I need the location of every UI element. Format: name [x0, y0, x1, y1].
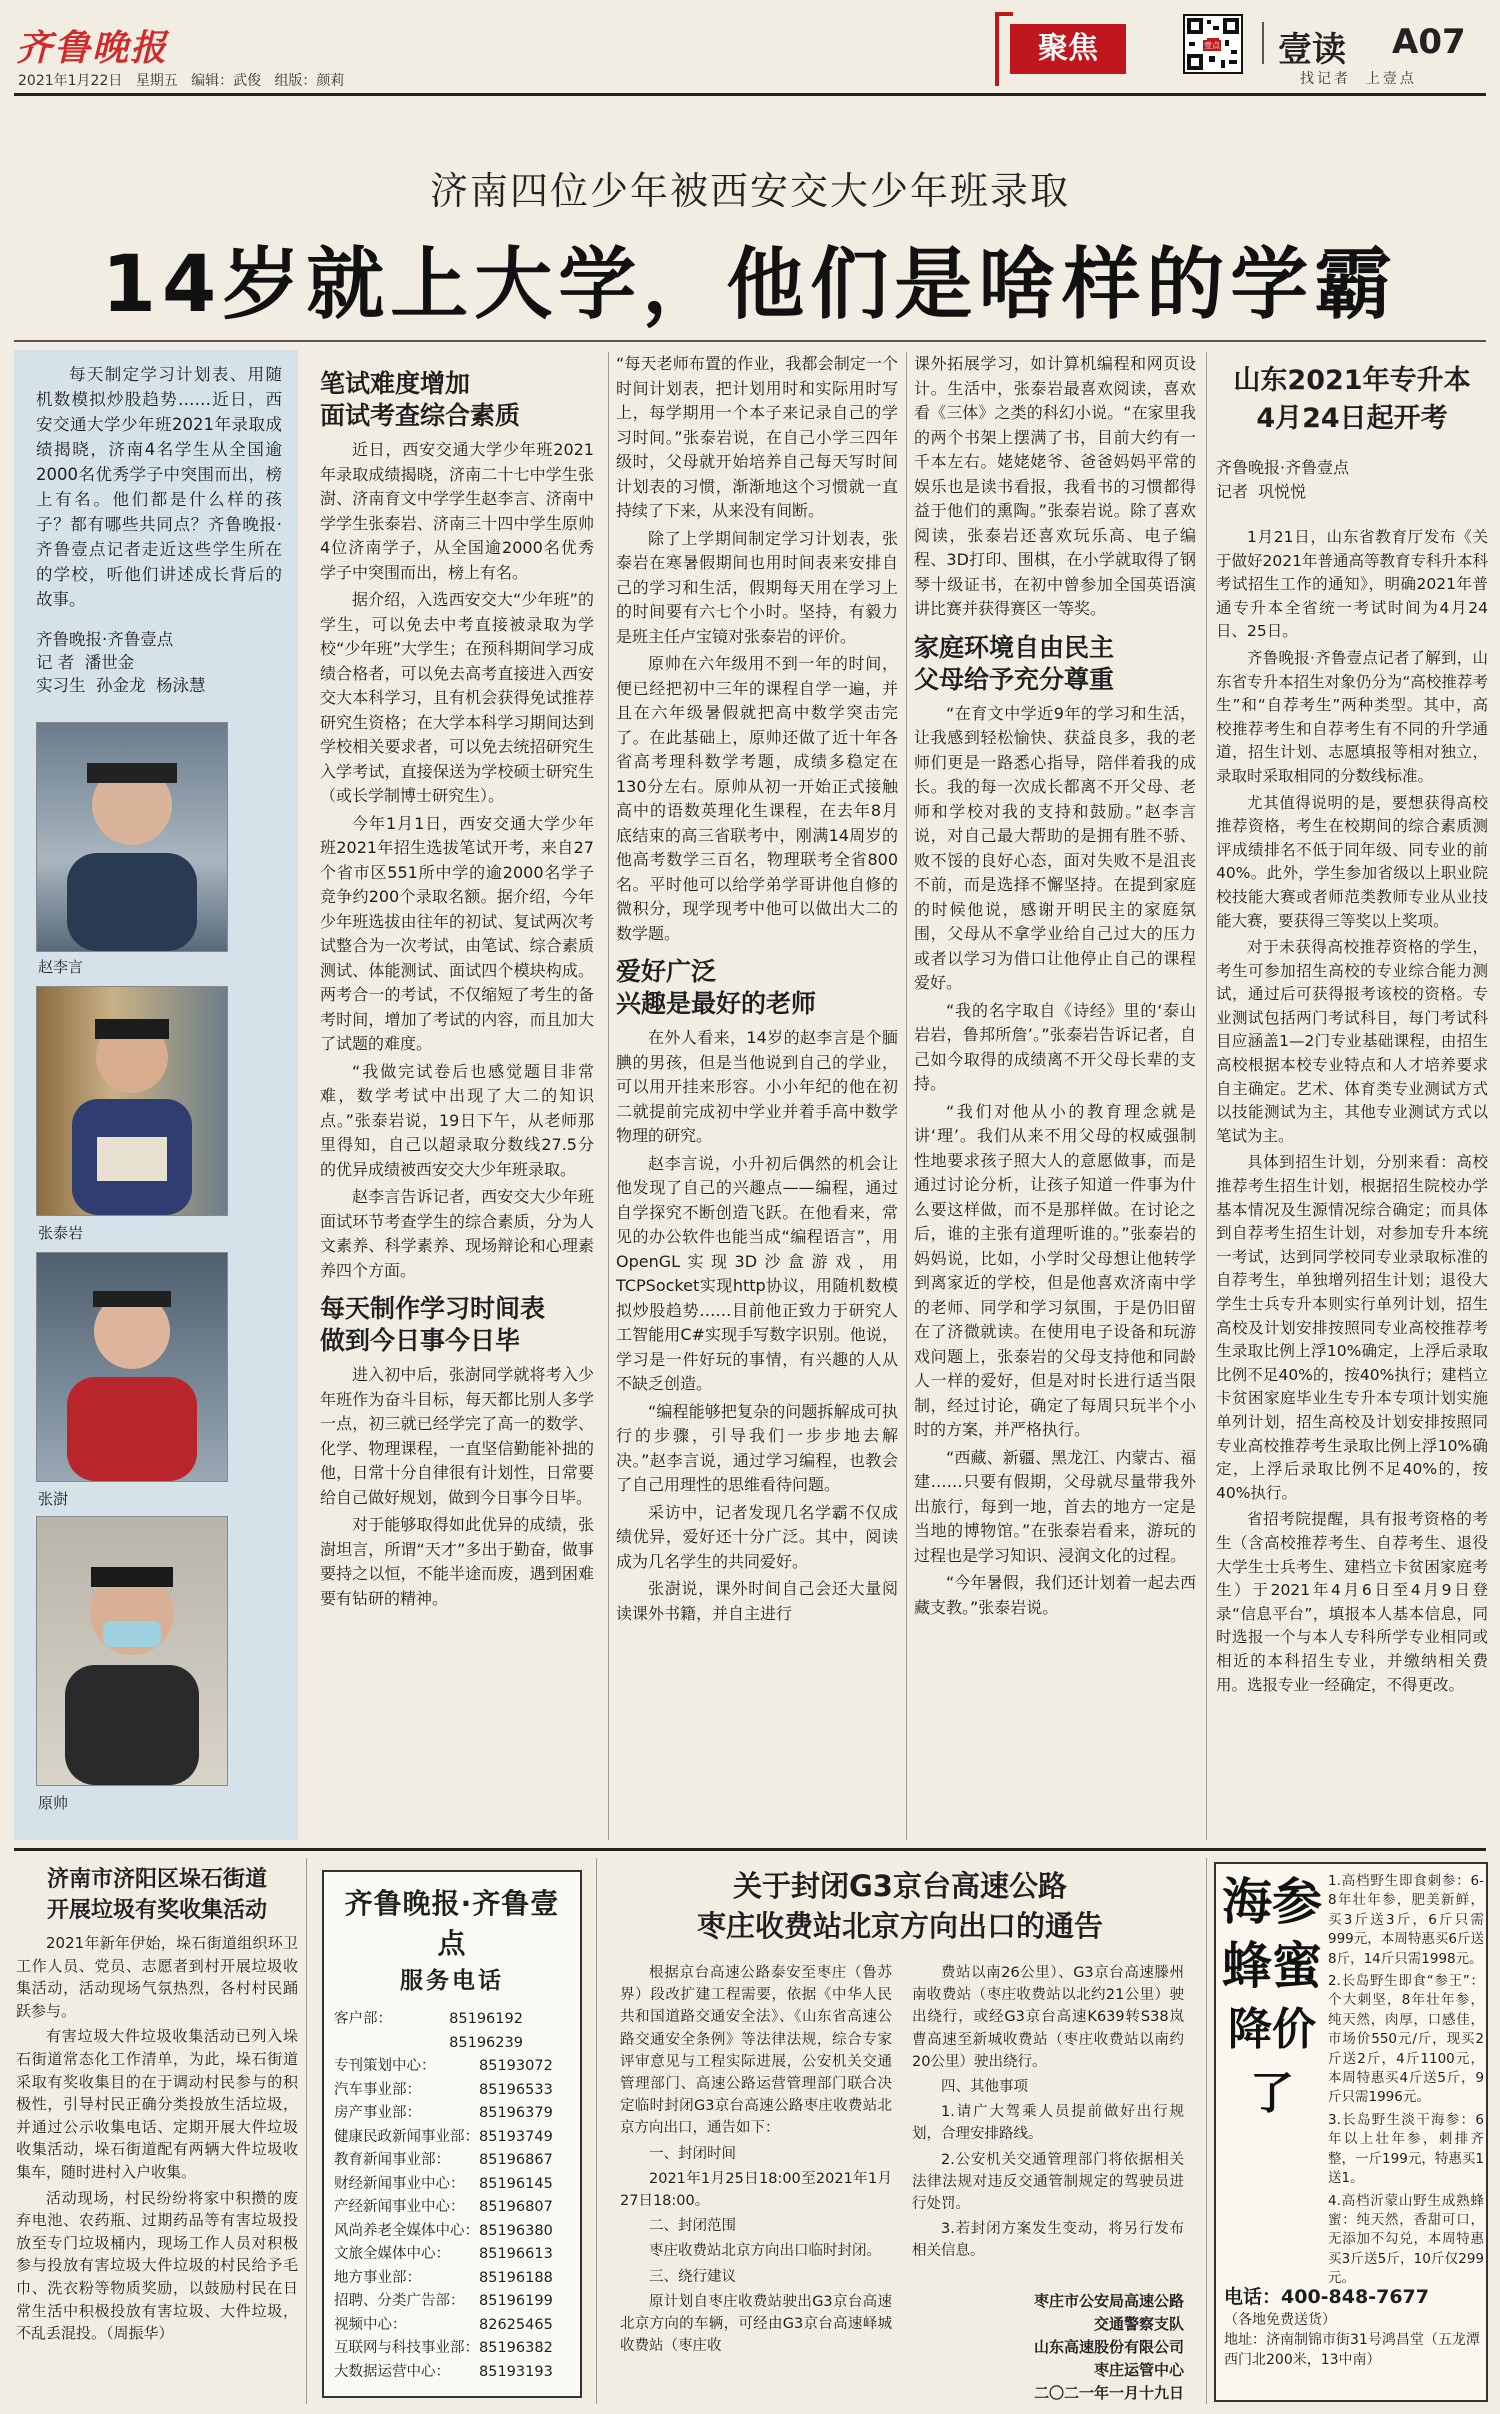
jiyang-paragraph: 2021年新年伊始，垛石街道组织环卫工作人员、党员、志愿者到村开展垃圾收集活动，活动现场气氛热烈，各村村民踊跃参与。 — [16, 1934, 298, 2020]
masthead-divider — [1262, 22, 1264, 64]
side-news-headline-line: 山东2021年专升本 — [1233, 365, 1471, 396]
service-row — [334, 2079, 570, 2103]
paragraph: 课外拓展学习，如计算机编程和网页设计。生活中，张泰岩最喜欢阅读，喜欢看《三体》之类的科幻小说。“在家里我的两个书架上摆满了书，目前大约有一千本左右。姥姥姥爷、爸爸妈妈平常的娱乐也是读书看报，我看书的习惯都得益于他们的熏陶。”张泰岩说。除了喜欢阅读，张泰岩还喜欢玩乐高、电子编程、3D打印、围棋，在小学就取得了钢琴十级证书，在初中曾参加全国英语演讲比赛并获得赛区一等奖。 — [914, 354, 1196, 618]
jiyang-paragraph: 活动现场，村民纷纷将家中积攒的废弃电池、农药瓶、过期药品等有害垃圾投放至专门垃圾桶内，现场工作人员对积极参与投放有害垃圾大件垃圾的村民给予毛巾、洗衣粉等物质奖励，以鼓励村民在日常生活中积极投放有害垃圾、大件垃圾，不乱丢混投。（周振华） — [16, 2188, 298, 2343]
jiyang-news — [16, 1858, 298, 2398]
qr-label: 壹点 — [1204, 41, 1220, 50]
service-row — [334, 2055, 570, 2079]
issue-info — [18, 70, 344, 90]
service-row — [334, 2173, 570, 2197]
service-row — [334, 2290, 570, 2314]
notice-line: 根据京台高速公路泰安至枣庄（鲁苏界）段改扩建工程需要，依据《中华人民共和国道路交通安全法》、《山东省高速公路交通安全条例》等法律法规，综合专家评审意见与工程实际进展，公安机关交通管理部门、高速公路运营管理部门联合决定临时封闭G3京台高速公路枣庄收费站北京方向出口，通告如下： — [620, 1965, 892, 2137]
service-row — [334, 2220, 570, 2244]
paragraph: 进入初中后，张澍同学就将考入少年班作为奋斗目标，每天都比别人多学一点，初三就已经学完了高一的数学、化学、物理课程，一直坚信勤能补拙的他，日常十分自律很有计划性，日常要给自己做好规划，做到今日事今日毕。 — [320, 1365, 594, 1507]
side-byline-line: 记者 巩悦悦 — [1216, 482, 1307, 501]
photo-caption: 原帅 — [38, 1794, 69, 1812]
ad-big-text — [1222, 1870, 1322, 2126]
article-byline — [36, 628, 286, 697]
subheading: 面试考查综合素质 — [320, 401, 521, 430]
service-dept: 互联网与科技事业部： — [334, 2340, 479, 2356]
service-row — [334, 2337, 570, 2361]
side-paragraph: 尤其值得说明的是，要想获得高校推荐资格，考生在校期间的综合素质测评成绩排名不低于同年级、同专业的前40%。此外，学生参加省级以上职业院校技能大赛或者师范类教师专业从业技能大赛，要获得三等奖以上奖项。 — [1216, 793, 1488, 930]
service-row — [334, 2008, 570, 2055]
side-paragraph: 齐鲁晚报·齐鲁壹点记者了解到，山东省专升本招生对象仍分为“高校推荐考生”和“自荐考生”两种类型。其中，高校推荐考生和自荐考生有不同的升学通道，招生计划、志愿填报等相对独立，录取时采取相同的分数线标准。 — [1216, 648, 1488, 785]
headline-rule — [14, 340, 1486, 342]
side-paragraph: 省招考院提醒，具有报考资格的考生（含高校推荐考生、自荐考生、退役大学生士兵考生、建档立卡贫困家庭考生）于2021年4月6日至4月9日登录“信息平台”，填报本人基本信息，同时选报一个与本人专科所学专业相同或相近的本科招生专业，并缴纳相关费用。选报专业一经确定，不得更改。 — [1216, 1510, 1488, 1694]
service-phone: 85196382 — [479, 2340, 553, 2356]
subheading: 爱好广泛 — [616, 957, 717, 986]
subheading: 笔试难度增加 — [320, 369, 471, 398]
slogan: 找记者 上壹点 — [1300, 71, 1417, 87]
ad-contact — [1224, 2284, 1482, 2370]
subheading: 兴趣是最好的老师 — [616, 989, 817, 1018]
column-rule — [596, 1858, 597, 2404]
issue-weekday: 星期五 — [135, 73, 178, 89]
masthead — [0, 0, 1500, 92]
service-phone: 85196188 — [479, 2269, 553, 2286]
notice-line: 三、绕行建议 — [649, 2268, 736, 2285]
bottom-rule — [14, 1848, 1486, 1851]
notice-column-b — [912, 1962, 1184, 2266]
ad-item: 4.高档沂蒙山野生成熟蜂蜜：纯天然，香甜可口，无添加不勾兑，本周特惠买3斤送5斤，10斤仅299元。 — [1328, 2192, 1484, 2287]
page-number: A07 — [1392, 22, 1466, 62]
article-column-1 — [320, 358, 594, 1842]
service-dept: 房产事业部： — [334, 2105, 421, 2121]
photo-zhang-shu — [36, 1252, 228, 1482]
masthead-rule — [14, 93, 1486, 96]
column-rule — [1206, 1858, 1207, 2404]
paragraph: 原帅在六年级用不到一年的时间，便已经把初中三年的课程自学一遍，并且在六年级暑假就把高中数学突击完了。在此基础上，原帅还做了近十年各省高考理科数学考题，成绩多稳定在130分左右。原帅从初一开始正式接触高中的语数英理化生课程，在去年8月底结束的高三省联考中，刚满14周岁的他高考数学三百名，物理联考全省800名。平时他可以给学弟学哥讲他自修的微积分，现学现考中他可以做出大二的数学题。 — [616, 654, 898, 943]
service-dept: 产经新闻事业中心： — [334, 2199, 465, 2215]
column-rule — [608, 352, 609, 1840]
paragraph: “我的名字取自《诗经》里的‘泰山岩岩，鲁邦所詹’。”张泰岩告诉记者，自己如今取得的成绩离不开父母长辈的支持。 — [914, 1000, 1196, 1093]
service-row — [334, 2267, 570, 2291]
service-dept: 视频中心： — [334, 2316, 407, 2333]
notice-signer: 枣庄市公安局高速公路 — [1033, 2291, 1184, 2310]
paragraph: “编程能够把复杂的问题拆解成可执行的步骤，引导我们一步步地去解决。”赵李言说，通过学习编程，也教会了自己用理性的思维看待问题。 — [616, 1401, 898, 1494]
side-news — [1216, 352, 1488, 1842]
service-phone: 85196533 — [479, 2081, 553, 2098]
seafood-ad — [1214, 1862, 1488, 2402]
service-dept: 地方事业部： — [334, 2269, 421, 2286]
service-dept: 健康民政新闻事业部： — [334, 2128, 479, 2145]
paragraph: 除了上学期间制定学习计划表，张泰岩在寒暑假期间也用时间表来安排自己的学习和生活，假期每天用在学习上的时间要有六七个小时。坚持，有毅力是班主任卢宝镜对张泰岩的评价。 — [616, 528, 898, 646]
notice-line: 1.请广大驾乘人员提前做好出行规划，合理安排路线。 — [912, 2104, 1184, 2143]
side-paragraph: 具体到招生计划，分别来看：高校推荐考生招生计划，根据招生院校办学基本情况及生源情况综合确定；而具体到自荐考生招生计划，对参加专升本统一考试，达到同学校同专业录取标准的自荐考生，单独增列招生计划；退役大学生士兵专升本则实行单列计划，招生高校及计划安排按照同专业高校推荐考生录取比例上浮10%确定，上浮后录取比例不足40%的，按40%执行；建档立卡贫困家庭毕业生专升本专项计划实施单列计划，招生高校及计划安排按照同专业高校推荐考生录取比例上浮10%确定，上浮后录取比例不足40%的，按40%执行。 — [1216, 1153, 1488, 1502]
section-name: 壹读 — [1278, 30, 1346, 70]
notice-line: 2.公安机关交通管理部门将依据相关法律法规对违反交通管制规定的驾驶员进行处罚。 — [912, 2151, 1184, 2213]
paragraph: “我做完试卷后也感觉题目非常难，数学考试中出现了大二的知识点。”张泰岩说，19日下午，从老师那里得知，自己以超录取分数线27.5分的优异成绩被西安交大少年班录取。 — [320, 1061, 594, 1179]
service-phone: 85196867 — [479, 2152, 553, 2168]
jiyang-headline-line: 济南市济阳区垛石街道 — [46, 1867, 267, 1892]
side-byline-line: 齐鲁晚报·齐鲁壹点 — [1216, 458, 1350, 477]
side-paragraph: 1月21日，山东省教育厅发布《关于做好2021年普通高等教育专科升本科考试招生工作的通知》，明确2021年普通专升本全省统一考试时间为4月24日、25日。 — [1216, 528, 1488, 641]
photo-caption: 张泰岩 — [38, 1224, 84, 1242]
service-row — [334, 2196, 570, 2220]
side-news-headline-line: 4月24日起开考 — [1256, 403, 1448, 434]
service-row — [334, 2243, 570, 2267]
subheading: 做到今日事今日毕 — [320, 1326, 521, 1355]
notice-right — [912, 1962, 1184, 2402]
service-brand: 齐鲁晚报·齐鲁壹点 — [344, 1887, 560, 1960]
ad-items — [1328, 1872, 1484, 2292]
service-dept: 教育新闻事业部： — [334, 2152, 450, 2168]
jiyang-headline — [16, 1864, 298, 1926]
notice-line: 四、其他事项 — [941, 2079, 1028, 2096]
service-phone: 85196613 — [479, 2246, 553, 2262]
jiyang-headline-line: 开展垃圾有奖收集活动 — [46, 1898, 267, 1923]
service-phone: 85196199 — [479, 2293, 553, 2309]
lead-paragraph: 每天制定学习计划表、用随机数模拟炒股趋势……近日，西安交通大学少年班2021年录取成绩揭晓，济南4名学生从全国逾2000名优秀学子中突围而出，榜上有名。他们都是什么样的孩子？都有哪些共同点？齐鲁晚报·齐鲁壹点记者走近这些学生所在的学校，听他们讲述成长背后的故事。 — [36, 365, 282, 609]
ad-item: 1.高档野生即食刺参：6-8年壮年参，肥美新鲜，买3斤送3斤，6斤只需999元，本周特惠买6斤送8斤，14斤只需1998元。 — [1328, 1873, 1484, 1967]
notice-line: 枣庄收费站北京方向出口临时封闭。 — [649, 2243, 881, 2260]
issue-layout: 组版：颜莉 — [274, 73, 345, 89]
notice-signer: 交通警察支队 — [1093, 2314, 1184, 2333]
paragraph: 采访中，记者发现几名学霸不仅成绩优异，爱好还十分广泛。其中，阅读成为几名学生的共同爱好。 — [616, 1502, 898, 1571]
ad-delivery: （各地免费送货） — [1224, 2312, 1336, 2328]
article-headline: 14岁就上大学，他们是啥样的学霸 — [101, 240, 1399, 330]
paragraph: “今年暑假，我们还计划着一起去西藏支教。”张泰岩说。 — [914, 1573, 1196, 1617]
paragraph: “西藏、新疆、黑龙江、内蒙古、福建……只要有假期，父母就尽量带我外出旅行，每到一地，首去的地方一定是当地的博物馆。”在张泰岩看来，游玩的过程也是学习知识、浸润文化的过程。 — [914, 1447, 1196, 1565]
column-rule — [906, 352, 907, 1840]
issue-date: 2021年1月22日 — [18, 73, 123, 89]
notice-line: 原计划自枣庄收费站驶出G3京台高速北京方向的车辆，可经由G3京台高速峄城收费站（枣庄收 — [620, 2293, 892, 2355]
side-news-body — [1216, 526, 1488, 1816]
service-phone: 82625465 — [479, 2316, 553, 2333]
service-title: 服务电话 — [400, 1968, 504, 1994]
article-kicker: 济南四位少年被西安交大少年班录取 — [429, 169, 1070, 213]
ad-item: 2.长岛野生即食“参王”：个大刺坚，8年壮年参，纯天然，肉厚，口感佳，市场价550元/斤，现买2斤送2斤，4斤1100元，本周特惠买4斤送5斤，9斤只需1996元。 — [1328, 1973, 1484, 2106]
jiyang-body — [16, 1932, 298, 2402]
byline-line: 实习生 孙金龙 杨泳慧 — [36, 676, 206, 695]
notice-headline-line: 枣庄收费站北京方向出口的通告 — [696, 1909, 1103, 1943]
jiyang-paragraph: 有害垃圾大件垃圾收集活动已列入垛石街道常态化工作清单，为此，垛石街道采取有奖收集目的在于调动村民参与的积极性，引导村民正确分类投放生活垃圾，并通过公示收集电话、定期开展大件垃圾收集活动，垛石街道配有两辆大件垃圾收集车，随时进村入户收集。 — [16, 2027, 298, 2181]
photo-zhang-taiyan — [36, 986, 228, 1216]
paragraph: 今年1月1日，西安交通大学少年班2021年招生选拔笔试开考，来自27个省市区551所中学的逾2000名学子竞争约200个录取名额。据介绍，今年少年班选拔由往年的初试、复试两次考试整合为一次考试，由笔试、综合素质测试、体能测试、面试四个模块构成。两考合一的考试，不仅缩短了考生的备考时间，增加了考试的内容，而且加大了试题的难度。 — [320, 813, 594, 1053]
service-dept: 大数据运营中心： — [334, 2363, 450, 2380]
service-row — [334, 2314, 570, 2338]
ad-big-line: 蜂蜜 — [1222, 1937, 1322, 1995]
paragraph: “我们对他从小的教育理念就是讲‘理’。我们从来不用父母的权威强制性地要求孩子照大人的意愿做事，而是通过讨论分析，让孩子知道一件事为什么要这样做，而不是那样做。在讨论之后，谁的主张有道理听谁的。”张泰岩的妈妈说，比如，小学时父母想让他转学到离家近的学校，但是他喜欢济南中学的老师、同学和学习氛围，于是仍旧留在了济微就读。在使用电子设备和玩游戏问题上，张泰岩的父母支持他和同龄人一样的爱好，但是对时长进行适当限制，经过讨论，确定了每周只玩半个小时的方案，并严格执行。 — [914, 1101, 1196, 1439]
notice-signers — [912, 2290, 1184, 2405]
notice-line: 3.若封闭方案发生变动，将另行发布相关信息。 — [912, 2221, 1184, 2260]
ad-address: 地址：济南制锦市街31号鸿昌堂（五龙潭西门北200米，13中南） — [1224, 2332, 1480, 2368]
notice-line: 2021年1月25日18:00至2021年1月27日18:00。 — [620, 2170, 892, 2210]
paragraph: 近日，西安交通大学少年班2021年录取成绩揭晓，济南二十七中学生张澍、济南育文中学学生赵李言、济南中学学生张泰岩、济南三十四中学生原帅4位济南学子，从全国逾2000名优秀学子中突围而出，榜上有名。 — [320, 440, 594, 582]
notice-line: 费站以南26公里）、G3京台高速滕州南收费站（枣庄收费站以北约21公里）驶出绕行，或经G3京台高速K639转S38岚曹高速至新城收费站（枣庄收费站以南约20公里）驶出绕行。 — [912, 1965, 1184, 2070]
notice-signer: 二〇二一年一月十九日 — [1033, 2383, 1184, 2402]
service-phone: 85193193 — [479, 2363, 553, 2380]
side-news-headline — [1216, 362, 1488, 438]
service-dept: 文旅全媒体中心： — [334, 2246, 450, 2262]
side-paragraph: 对于未获得高校推荐资格的学生，考生可参加招生高校的专业综合能力测试，通过后可获得报考该校的资格。专业测试包括两门考试科目，每门考试科目应涵盖1—2门专业基础课程，由招生高校根据本校专业特点和人才培养要求自主确定。艺术、体育类专业测试方式以技能测试为主，其他专业测试方式以笔试为主。 — [1216, 938, 1488, 1145]
paragraph: 赵李言告诉记者，西安交大少年班面试环节考查学生的综合素质，分为人文素养、科学素养、现场辩论和心理素养四个方面。 — [320, 1187, 594, 1280]
photo-caption: 赵李言 — [38, 958, 84, 976]
notice-column-a — [620, 1962, 892, 2392]
service-row — [334, 2149, 570, 2173]
service-dept: 风尚养老全媒体中心： — [334, 2222, 479, 2239]
newspaper-logo: 齐鲁晚报 — [16, 27, 169, 69]
service-list — [324, 2008, 580, 2384]
qr-code — [1183, 14, 1243, 74]
service-phone: 85193749 — [479, 2128, 553, 2145]
photo-zhao-liyan — [36, 722, 228, 952]
paragraph: 在外人看来，14岁的赵李言是个腼腆的男孩，但是当他说到自己的学业，可以用开挂来形容。小小年纪的他在初二就提前完成初中学业并着手高中数学物理的研究。 — [616, 1028, 898, 1145]
paragraph: 张澍说，课外时间自己会还大量阅读课外书籍，并自主进行 — [616, 1579, 898, 1623]
ad-item: 3.长岛野生淡干海参：6年以上壮年参，刺排齐整，一斤199元，特惠买1送1。 — [1328, 2111, 1484, 2187]
byline-line: 记 者 潘世金 — [36, 653, 135, 672]
service-row — [334, 2102, 570, 2126]
ad-phone-label: 电话： — [1224, 2286, 1282, 2308]
article-column-2 — [616, 352, 898, 1842]
service-phone: 85196807 — [479, 2199, 553, 2215]
paragraph: “每天老师布置的作业，我都会制定一个时间计划表，把计划用时和实际用时写上，每学期用一个本子来记录自己的学习时间。”张泰岩说，在自己小学三四年级时，父母就开始培养自己每天写时间计划表的习惯，渐渐地这个习惯就一直持续了下来，从来没有间断。 — [616, 354, 898, 520]
service-phone: 85196145 — [479, 2175, 553, 2192]
issue-editor: 编辑：武俊 — [191, 73, 262, 89]
service-dept: 汽车事业部： — [334, 2081, 421, 2098]
subheading: 家庭环境自由民主 — [914, 632, 1115, 662]
notice-headline-line: 关于封闭G3京台高速公路 — [733, 1869, 1067, 1903]
service-row — [334, 2126, 570, 2150]
ad-phone: 400-848-7677 — [1281, 2286, 1429, 2308]
paragraph: 据介绍，入选西安交大“少年班”的学生，可以免去中考直接被录取为学校“少年班”大学生；在预科期间学习成绩合格者，可以免去高考直接进入西安交大本科学习，且有机会获得免试推荐研究生资格；在大学本科学习期间达到学校相关要求者，可以免去统招研究生入学考试，直接保送为学校硕士研究生（或长学制博士研究生）。 — [320, 590, 594, 805]
service-phones — [322, 1870, 582, 2398]
column-rule — [1206, 352, 1207, 1840]
g3-notice — [604, 1860, 1196, 2400]
notice-line: 一、封闭时间 — [649, 2145, 736, 2162]
article-lead — [36, 362, 282, 615]
service-phone: 85196192 85196239 — [449, 2011, 523, 2051]
service-dept: 财经新闻事业中心： — [334, 2175, 465, 2192]
service-row — [334, 2361, 570, 2385]
service-phone: 85193072 — [479, 2058, 553, 2074]
service-dept: 专刊策划中心： — [334, 2058, 436, 2074]
service-phone: 85196380 — [479, 2222, 553, 2239]
ad-big-line: 降价了 — [1228, 2004, 1316, 2119]
subheading: 父母给予充分尊重 — [914, 664, 1115, 694]
paragraph: 赵李言说，小升初后偶然的机会让他发现了自己的兴趣点——编程，通过自学探究不断创造飞跃。在他看来，常见的办公软件也能当成“编程语言”，用OpenGL实现3D沙盒游戏，用TCPSocket实现http协议，用随机数模拟炒股趋势……目前他正致力于研究人工智能用C#实现手写数字识别。他说，学习是一件好玩的事情，有兴趣的人从不缺乏创造。 — [616, 1153, 898, 1393]
photo-caption: 张澍 — [38, 1490, 69, 1508]
section-tag: 聚焦 — [1010, 24, 1126, 74]
paragraph: “在育文中学近9年的学习和生活，让我感到轻松愉快、获益良多，我的老师们更是一路悉心指导，陪伴着我的成长。我的每一次成长都离不开父母、老师和学校对我的支持和鼓励。”赵李言说，对自己最大帮助的是拥有胜不骄、败不馁的良好心态，面对失败不是沮丧不前，而是选择不懈坚持。在提到家庭的时候他说，感谢开明民主的家庭氛围，父母从不拿学业给自己过大的压力或者以学习为借口让他停止自己的课程爱好。 — [914, 703, 1196, 992]
paragraph: 对于能够取得如此优异的成绩，张澍坦言，所谓“天才”多出于勤奋，做事要持之以恒，不能半途而废，遇到困难要有钻研的精神。 — [320, 1515, 594, 1608]
notice-signer: 枣庄运管中心 — [1093, 2360, 1184, 2379]
byline-line: 齐鲁晚报·齐鲁壹点 — [36, 630, 174, 649]
notice-signer: 山东高速股份有限公司 — [1033, 2337, 1184, 2356]
subheading: 每天制作学习时间表 — [320, 1294, 546, 1323]
service-phone: 85196379 — [479, 2105, 553, 2121]
notice-line: 二、封闭范围 — [649, 2218, 736, 2235]
column-rule — [306, 1858, 307, 2404]
notice-headline — [604, 1866, 1196, 1946]
service-dept: 招聘、分类广告部： — [334, 2293, 465, 2309]
side-news-byline — [1216, 456, 1488, 504]
service-dept: 客户部： — [334, 2011, 392, 2027]
article-column-3 — [914, 352, 1196, 1842]
ad-big-line: 海参 — [1222, 1873, 1322, 1931]
photo-yuan-shuai — [36, 1516, 228, 1786]
